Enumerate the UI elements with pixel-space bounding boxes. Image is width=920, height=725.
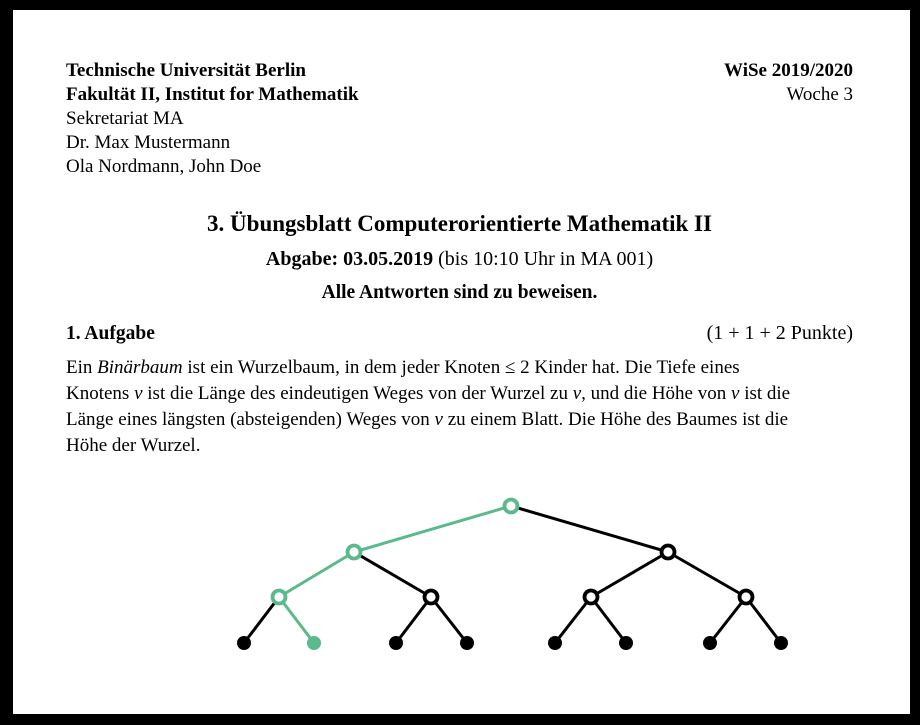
paragraph-line: Ein Binärbaum ist ein Wurzelbaum, in dem jeder Knoten ≤ 2 Kinder hat. Die Tiefe eines [66,357,740,378]
tree-leaf-node [237,636,251,650]
exercise-points: (1 + 1 + 2 Punkte) [706,322,853,344]
paragraph-line: Höhe der Wurzel. [66,435,201,456]
tree-internal-node [740,591,753,604]
tree-internal-node [425,591,438,604]
document-page [13,10,910,714]
tree-edge [591,552,668,597]
sheet-title: 3. Übungsblatt Computerorientierte Mathematik II [207,211,712,236]
exercise-label: 1. Aufgabe [66,323,155,344]
tree-leaf-node [703,636,717,650]
tree-leaf-node [307,636,321,650]
tree-edge [431,597,467,643]
header-left [66,59,359,179]
tree-edge [591,597,626,643]
paragraph-line: Länge eines längsten (absteigenden) Weges von v zu einem Blatt. Die Höhe des Baumes ist die [66,409,789,430]
header-line: Fakultät II, Institut for Mathematik [66,84,359,105]
tree-edge [555,597,591,643]
header-right [724,59,853,107]
tree-edge [244,597,279,643]
header-line: Woche 3 [786,84,853,105]
submission-details: (bis 10:10 Uhr in MA 001) [433,248,654,270]
tree-edge [511,506,668,552]
tree-edge [396,597,431,643]
document-content [66,10,853,714]
header-line: Technische Universität Berlin [66,60,306,81]
tree-internal-node [348,546,361,559]
tree-edge [710,597,746,643]
tree-leaf-node [389,636,403,650]
tree-edge [279,552,354,597]
exercise-text [66,355,853,459]
tree-internal-node [585,591,598,604]
tree-internal-node [505,500,518,513]
header-line: Ola Nordmann, John Doe [66,156,262,177]
exercise-header [66,322,853,345]
tree-leaf-node [774,636,788,650]
tree-leaf-node [548,636,562,650]
tree-internal-node [662,546,675,559]
tree-edge [668,552,746,597]
tree-edge [279,597,314,643]
tree-edge [354,506,511,552]
submission-line [66,248,853,271]
submission-deadline: Abgabe: 03.05.2019 [265,248,434,270]
header-line: Dr. Max Mustermann [66,132,231,153]
binary-tree-figure [213,480,813,670]
notice-line: Alle Antworten sind zu beweisen. [321,282,598,303]
header-line: Sekretariat MA [66,108,184,129]
tree-leaf-node [619,636,633,650]
binary-tree-svg [213,480,813,670]
paragraph-line: Knotens v ist die Länge des eindeutigen Weges von der Wurzel zu v, und die Höhe von v ist die [66,383,791,404]
tree-edge [746,597,781,643]
tree-internal-node [273,591,286,604]
header-line: WiSe 2019/2020 [724,60,853,81]
tree-edge [354,552,431,597]
tree-leaf-node [460,636,474,650]
